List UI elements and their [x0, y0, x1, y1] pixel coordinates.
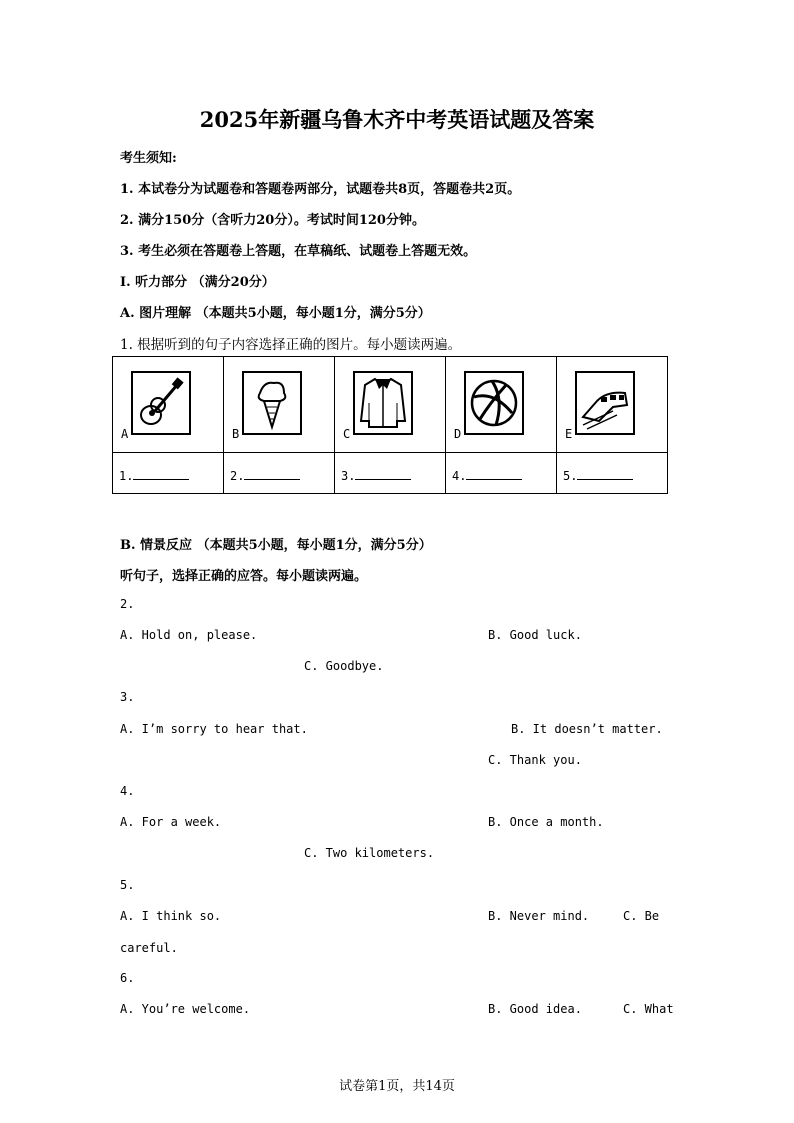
question-number: 3. — [120, 690, 135, 704]
page-title: 2025年新疆乌鲁木齐中考英语试题及答案 — [199, 107, 595, 132]
page-footer: 试卷第1页，共14页 — [339, 1079, 455, 1094]
guitar-icon — [131, 371, 191, 435]
option-c: C. Goodbye. — [304, 659, 384, 673]
option-c: C. Two kilometers. — [304, 846, 435, 860]
option-b: B. Never mind. — [488, 909, 590, 923]
answer-cell-2 — [224, 453, 335, 494]
question-number: 5. — [120, 878, 135, 892]
option-c: C. Thank you. — [488, 753, 582, 767]
answer-blank[interactable] — [244, 467, 300, 480]
picture-cell-e — [557, 357, 668, 453]
option-c-continued: careful. — [120, 941, 178, 955]
answer-number: 2. — [230, 469, 245, 483]
option-c: C. Be — [623, 909, 660, 923]
answer-cell-3 — [335, 453, 446, 494]
picture-cell-c — [335, 357, 446, 453]
notice-item-3: 3. 考生必须在答题卷上答题，在草稿纸、试题卷上答题无效。 — [120, 244, 477, 259]
answer-number: 4. — [452, 469, 467, 483]
picture-cell-b — [224, 357, 335, 453]
picture-letter: E — [565, 427, 573, 441]
answer-blank[interactable] — [355, 467, 411, 480]
sectionA-instruction: 1. 根据听到的句子内容选择正确的图片。每小题读两遍。 — [120, 337, 462, 353]
ice-cream-icon — [242, 371, 302, 435]
option-b: B. Good luck. — [488, 628, 582, 642]
part1-heading: I. 听力部分 （满分20分） — [120, 275, 275, 290]
picture-cell-a — [113, 357, 224, 453]
option-a: A. You’re welcome. — [120, 1002, 251, 1016]
notice-item-2: 2. 满分150分（含听力20分）。考试时间120分钟。 — [120, 213, 425, 228]
option-b: B. Once a month. — [488, 815, 604, 829]
picture-table — [112, 356, 668, 494]
option-a: A. For a week. — [120, 815, 222, 829]
answer-number: 3. — [341, 469, 356, 483]
sectionA-heading: A. 图片理解 （本题共5小题，每小题1分，满分5分） — [120, 306, 431, 321]
question-number: 2. — [120, 597, 135, 611]
notice-heading: 考生须知: — [120, 151, 177, 166]
question-number: 4. — [120, 784, 135, 798]
option-a: A. I think so. — [120, 909, 222, 923]
notice-item-1: 1. 本试卷分为试题卷和答题卷两部分，试题卷共8页，答题卷共2页。 — [120, 182, 521, 197]
option-a: A. Hold on, please. — [120, 628, 258, 642]
sectionB-instruction: 听句子，选择正确的应答。每小题读两遍。 — [120, 569, 368, 584]
option-b: B. Good idea. — [488, 1002, 582, 1016]
picture-letter: D — [454, 427, 462, 441]
answer-cell-1 — [113, 453, 224, 494]
picture-letter: B — [232, 427, 240, 441]
sectionB-heading: B. 情景反应 （本题共5小题，每小题1分，满分5分） — [120, 538, 432, 553]
train-icon — [575, 371, 635, 435]
option-a: A. I’m sorry to hear that. — [120, 722, 308, 736]
picture-letter: C — [343, 427, 351, 441]
volleyball-icon — [464, 371, 524, 435]
answer-number: 5. — [563, 469, 578, 483]
option-c: C. What — [623, 1002, 674, 1016]
jacket-icon — [353, 371, 413, 435]
answer-number: 1. — [119, 469, 134, 483]
picture-cell-d — [446, 357, 557, 453]
option-b: B. It doesn’t matter. — [511, 722, 663, 736]
answer-blank[interactable] — [133, 467, 189, 480]
answer-cell-4 — [446, 453, 557, 494]
answer-blank[interactable] — [577, 467, 633, 480]
answer-blank[interactable] — [466, 467, 522, 480]
picture-letter: A — [121, 427, 129, 441]
answer-cell-5 — [557, 453, 668, 494]
question-number: 6. — [120, 971, 135, 985]
